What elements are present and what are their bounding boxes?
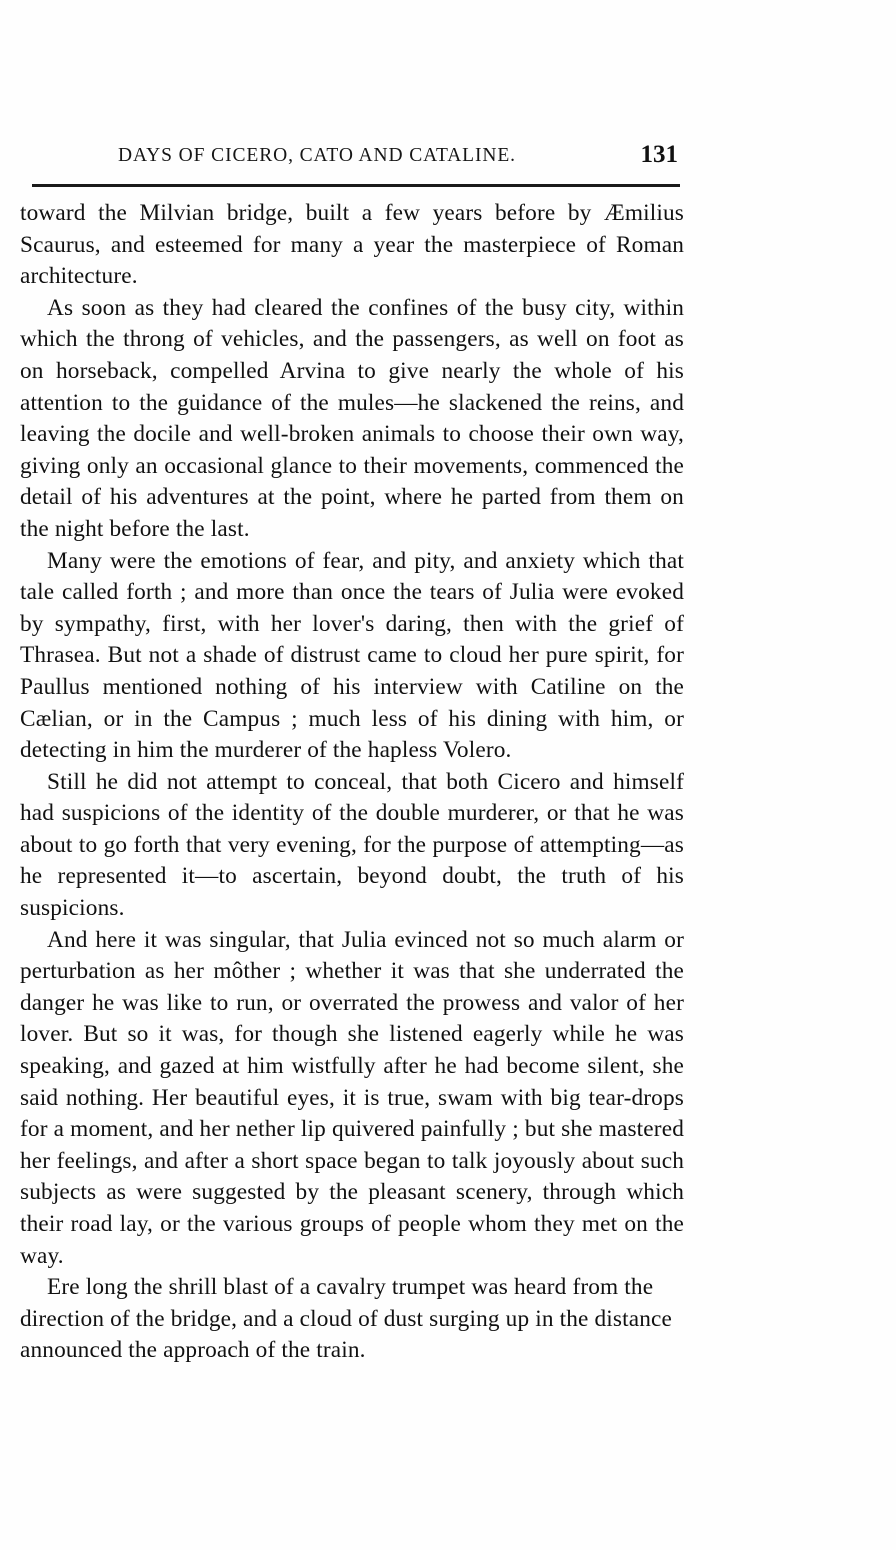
page-header [118,140,678,168]
body-text [20,198,684,1367]
running-head: DAYS OF CICERO, CATO AND CATALINE. [118,144,516,167]
paragraph: Still he did not attempt to conceal, that both Cicero and himself had suspicions of the identity of the double murderer, or that he was about to go forth that very evening, for the purpose of attempting—as he represented it—to ascertain, beyond doubt, the truth of his suspicions. [20,768,684,922]
page-number: 131 [640,141,678,168]
paragraph: As soon as they had cleared the confines of the busy city, within which the throng of vehicles, and the passengers, as well on foot as on horseback, compelled Arvina to give nearly the whole of his attention to the guidance of the mules—he slackened the reins, and leaving the docile and well-broken animals to choose their own way, giving only an occasional glance to their movements, commenced the detail of his adventures at the point, where he parted from them on the night before the last. [20,294,684,542]
header-rule [32,184,680,187]
paragraph: And here it was singular, that Julia evinced not so much alarm or perturbation as her môther ; whether it was that she underrated the danger he was like to run, or overrated the prowess and valor of her lover. But so it was, for though she listened eagerly while he was speaking, and gazed at him wistfully after he had become silent, she said nothing. Her beautiful eyes, it is true, swam with big tear-drops for a moment, and her nether lip quivered painfully ; but she mastered her feelings, and after a short space began to talk joyously about such subjects as were suggested by the pleasant scenery, through which their road lay, or the various groups of people whom they met on the way. [20,926,684,1269]
paragraph: toward the Milvian bridge, built a few years before by Æmilius Scaurus, and esteemed for many a year the masterpiece of Roman architecture. [20,200,684,290]
paragraph: Ere long the shrill blast of a cavalry trumpet was heard from the direction of the bridge, and a cloud of dust surging up in the distance announced the approach of the train. [20,1274,673,1364]
paragraph: Many were the emotions of fear, and pity, and anxiety which that tale called forth ; and more than once the tears of Julia were evoked by sympathy, first, with her lover's daring, then with the grief of Thrasea. But not a shade of distrust came to cloud her pure spirit, for Paullus mentioned nothing of his interview with Catiline on the Cælian, or in the Campus ; much less of his dining with him, or detecting in him the murderer of the hapless Volero. [20,547,684,764]
